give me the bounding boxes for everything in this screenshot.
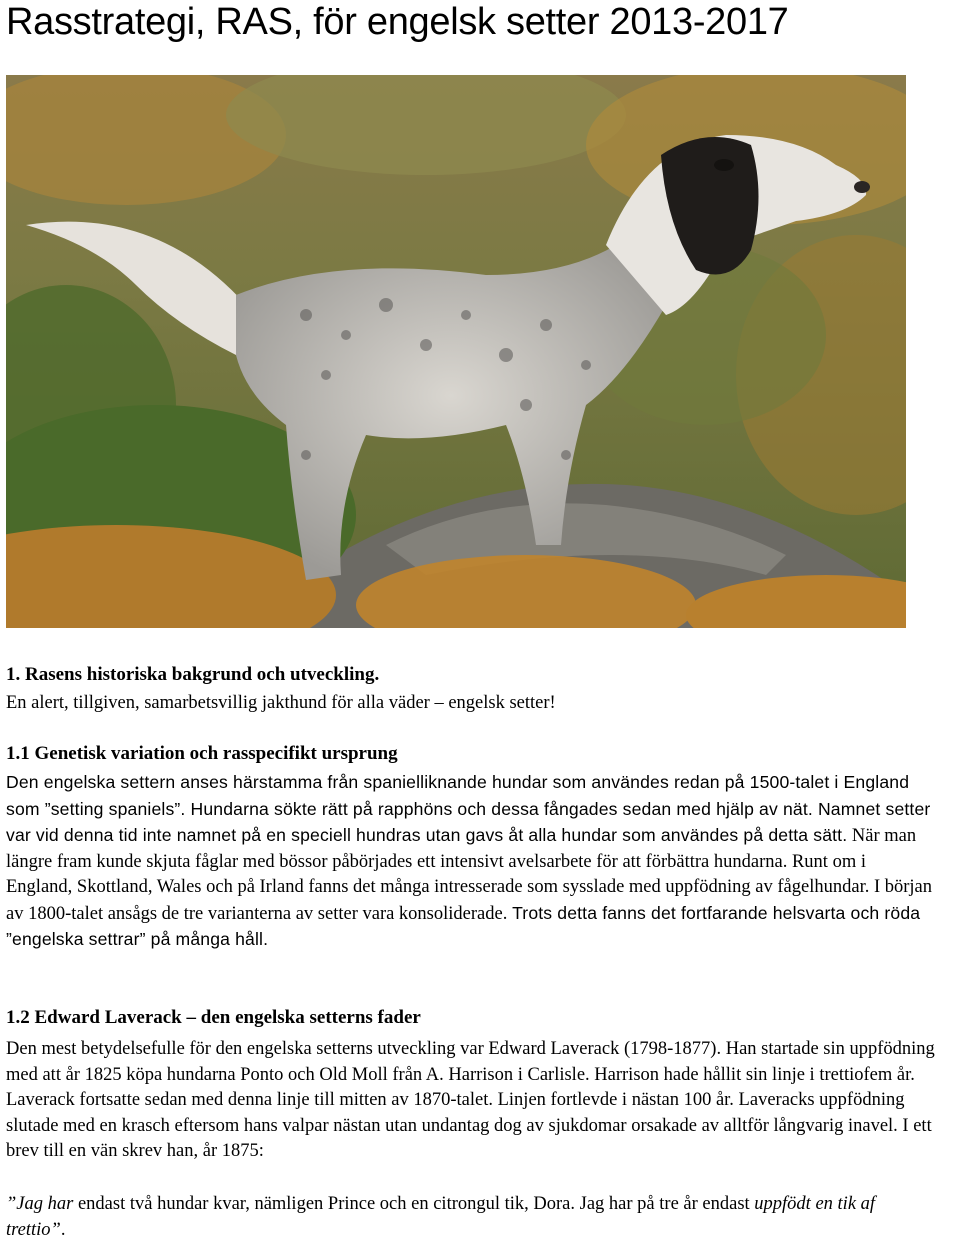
quote-italic: ”Jag har [6, 1194, 74, 1214]
intro-line: En alert, tillgiven, samarbetsvillig jakthund för alla väder – engelsk setter! [6, 693, 556, 713]
english-setter-image [6, 75, 906, 628]
quote-text: endast två hundar kvar, nämligen Prince och en citrongul tik, Dora. Jag har på tre år endast [73, 1194, 755, 1214]
paragraph-part: Hundarna sökte rätt på rapphöns och dessa fångades sedan med hjälp av nät. Namnet setter var vid denna tid inte namnet på en speciell hundras utan gavs åt alla hundar som användes på detta sätt. [6, 798, 931, 845]
paragraph-part: Den engelska settern anses härstamma från spanielliknande hundar som användes redan på 1500-talet i England som ”setting spaniels”. [6, 772, 910, 819]
setter-photo [6, 75, 906, 628]
laverack-quote [6, 1192, 936, 1243]
document-title: Rasstrategi, RAS, för engelsk setter 2013-2017 [6, 1, 789, 43]
section-heading-laverack: 1.2 Edward Laverack – den engelska setterns fader [6, 1007, 421, 1028]
section-heading-history: 1. Rasens historiska bakgrund och utveckling. [6, 664, 380, 685]
paragraph-genetic-variation [6, 770, 936, 954]
section-heading-genetic-variation: 1.1 Genetisk variation och rasspecifikt ursprung [6, 743, 398, 764]
quote-end: . [60, 1219, 66, 1240]
paragraph-part: Trots detta fanns det fortfarande helsvarta och röda ”engelska settrar” på många håll. [6, 902, 921, 949]
paragraph-laverack: Den mest betydelsefulle för den engelska setterns utveckling var Edward Laverack (1798-1877). Han startade sin uppfödning med att år 1825 köpa hundarna Ponto och Old Moll från A. Harrison i Carlisle. Harrison hade hållit sin linje i trettiofem år. Laverack fortsatte sedan med denna linje till mitten av 1870-talet. Linjen fortlevde i nästan 100 år. Laveracks uppfödning slutade med en krasch eftersom hans valpar nästan utan undantag dog av sjukdomar orsakade av alltför långvarig inavel. I ett brev till en vän skrev han, år 1875: [6, 1039, 935, 1161]
quote-italic: uppfödt en tik af trettio” [6, 1194, 876, 1240]
paragraph-part: När man längre fram kunde skjuta fåglar med bössor påbörjades ett intensivt avelsarbete för att förbättra hundarna. Runt om i England, Skottland, Wales och på Irland fanns det många intresserade som sysslade med uppfödning av fågelhundar. I början av 1800-talet ansågs de tre varianterna av setter vara konsoliderade. [6, 826, 933, 924]
